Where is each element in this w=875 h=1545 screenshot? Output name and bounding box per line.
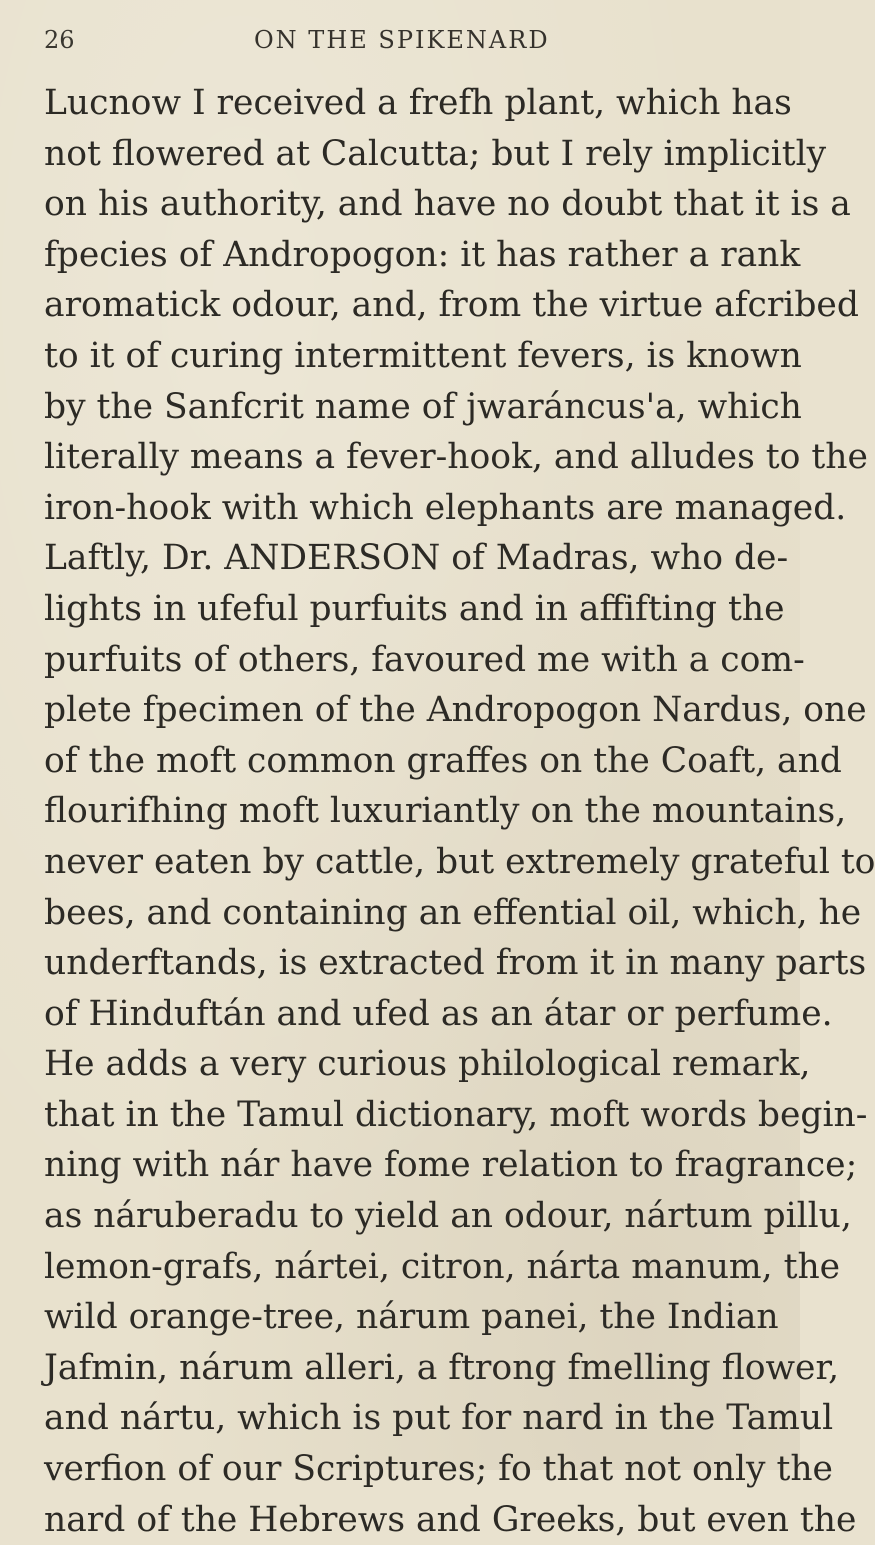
text-line: of the moft common graffes on the Coaft, and xyxy=(44,740,842,781)
text-line: verfion of our Scriptures; fo that not only the xyxy=(44,1449,833,1490)
text-line: on his authority, and have no doubt that it is a xyxy=(44,184,851,225)
text-line: never eaten by cattle, but extremely grateful to xyxy=(44,841,875,882)
text-line: ning with nár have fome relation to fragrance; xyxy=(44,1145,858,1186)
body-text xyxy=(44,78,875,1545)
running-title: ON THE SPIKENARD xyxy=(254,26,550,54)
text-line: to it of curing intermittent fevers, is known xyxy=(44,335,802,376)
text-line: that in the Tamul dictionary, moft words begin- xyxy=(44,1094,868,1135)
text-line: and nártu, which is put for nard in the Tamul xyxy=(44,1398,834,1439)
text-line: Laftly, Dr. ANDERSON of Madras, who de- xyxy=(44,538,789,579)
text-line: nard of the Hebrews and Greeks, but even the xyxy=(44,1499,857,1540)
text-line: lights in ufeful purfuits and in affifting the xyxy=(44,588,785,629)
text-line: aromatick odour, and, from the virtue afcribed xyxy=(44,285,859,326)
text-line: by the Sanfcrit name of jwaráncus'a, which xyxy=(44,386,802,427)
text-line: plete fpecimen of the Andropogon Nardus, one xyxy=(44,690,867,731)
text-line: purfuits of others, favoured me with a com- xyxy=(44,639,805,680)
text-line: Lucnow I received a frefh plant, which has xyxy=(44,83,792,123)
text-line: bees, and containing an effential oil, which, he xyxy=(44,892,862,933)
text-line: Jafmin, nárum alleri, a ftrong fmelling flower, xyxy=(44,1347,840,1388)
running-head xyxy=(44,26,766,66)
text-line: as náruberadu to yield an odour, nártum pillu, xyxy=(44,1196,852,1237)
text-line: flourifhing moft luxuriantly on the mountains, xyxy=(44,791,847,832)
text-line: underftands, is extracted from it in many parts xyxy=(44,943,867,984)
text-line: fpecies of Andropogon: it has rather a rank xyxy=(44,234,801,275)
text-line: literally means a fever-hook, and alludes to the xyxy=(44,437,868,478)
page-number: 26 xyxy=(44,26,75,54)
text-line: not flowered at Calcutta; but I rely implicitly xyxy=(44,133,827,174)
text-line: lemon-grafs, nártei, citron, nárta manum, the xyxy=(44,1246,841,1287)
text-line: iron-hook with which elephants are managed. xyxy=(44,487,847,528)
text-line: He adds a very curious philological remark, xyxy=(44,1044,811,1085)
text-line: wild orange-tree, nárum panei, the Indian xyxy=(44,1297,779,1338)
text-line: of Hinduftán and ufed as an átar or perfume. xyxy=(44,993,833,1034)
